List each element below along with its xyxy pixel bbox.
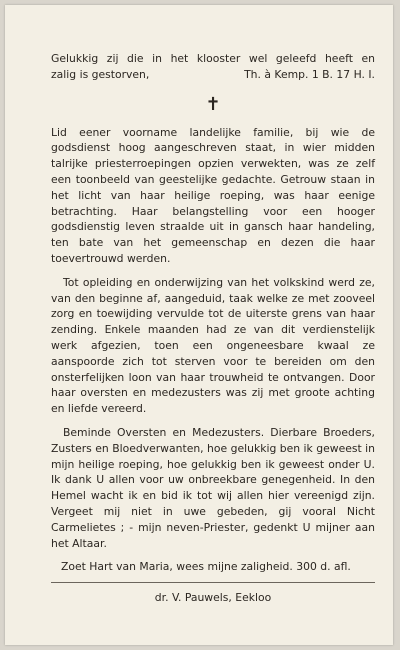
card-content	[51, 51, 375, 606]
quote-line-2	[51, 67, 375, 83]
quote-source: Th. à Kemp. 1 B. 17 H. I.	[244, 67, 375, 81]
quote-line-1: Gelukkig zij die in het klooster wel geleefd heeft en	[51, 52, 375, 65]
paragraph-biography: Lid eener voorname landelijke familie, bij wie de godsdienst hoog aangeschreven staat, in wier midden talrijke priesterroepingen opzien verwekten, was ze zelf een toonbeeld van geestelijke gedachte. Getrouw staan in het licht van haar heilige roeping, was haar eenige betrachting. Haar belangstelling voor een hooger godsdienstig leven straalde uit in gansch haar handeling, ten bate van het gemeenschap en dezen die haar toevertrouwd werden.	[51, 125, 375, 265]
memorial-card	[5, 5, 393, 645]
cross-icon: ✝	[205, 93, 221, 115]
printer-credit: dr. V. Pauwels, Eekloo	[154, 591, 272, 605]
quote-text-end: zalig is gestorven,	[51, 67, 150, 81]
paragraph-farewell: Beminde Oversten en Medezusters. Dierbare Broeders, Zusters en Bloedverwanten, hoe gelukkig ben ik geweest in mijn heilige roeping, hoe gelukkig ben ik geweest onder U. Ik dank U allen voor uw onbreekbare genegenheid. In den Hemel wacht ik en bid ik tot wij allen hier vereenigd zijn. Vergeet mij niet in uwe gebeden, gij vooral Nicht Carmelietes ; - mijn neven-Priester, gedenkt U mijner aan het Altaar.	[51, 425, 375, 550]
paragraph-vocation: Tot opleiding en onderwijzing van het volkskind werd ze, van den beginne af, aangeduid, taak welke ze met zooveel zorg en toewijding vervulde tot de uiterste grens van haar zending. Enkele maanden had ze van dit verdienstelijk werk afgezien, toen een ongeneesbare kwaal ze aanspoorde zich tot sterven voor te bereiden om den onsterfelijken loon van haar trouwheid te ontvangen. Door haar oversten en medezusters was zij met groote achting en liefde vereerd.	[51, 275, 375, 416]
opening-quote	[51, 51, 375, 83]
divider-line	[51, 582, 375, 583]
indulgence-prayer: Zoet Hart van Maria, wees mijne zaligheid. 300 d. afl.	[61, 560, 351, 574]
